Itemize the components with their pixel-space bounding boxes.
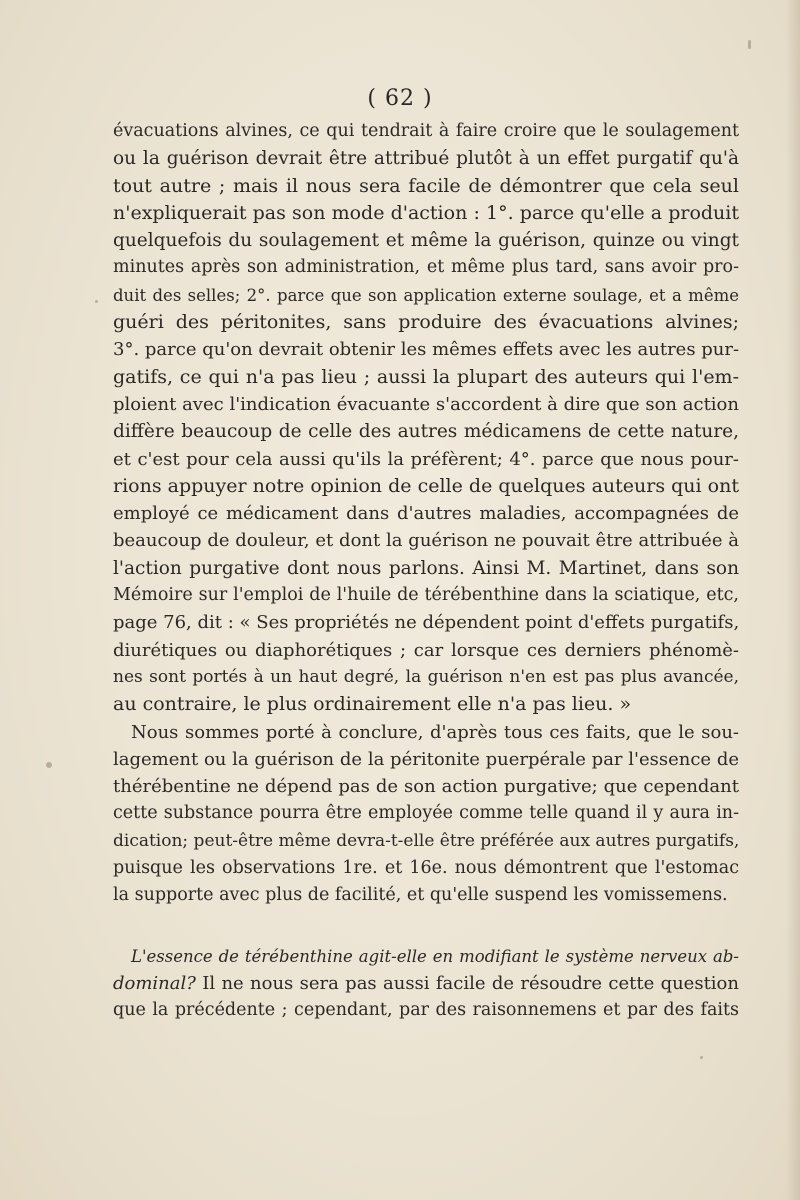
- text-line: diffère beaucoup de celle des autres médicamens de cette nature,: [113, 421, 739, 443]
- text-line: beaucoup de douleur, et dont la guérison ne pouvait être attribuée à: [113, 530, 739, 552]
- page-number: ( 62 ): [367, 86, 433, 111]
- text-line: et c'est pour cela aussi qu'ils la préfèrent; 4°. parce que nous pour-: [113, 448, 739, 470]
- paper-speck: [748, 40, 751, 49]
- text-line: Nous sommes porté à conclure, d'après tous ces faits, que le sou-: [131, 721, 739, 743]
- text-line: au contraire, le plus ordinairement elle n'a pas lieu. »: [113, 693, 632, 716]
- text-line: évacuations alvines, ce qui tendrait à faire croire que le soulagement: [113, 121, 739, 141]
- question-italic-end: dominal?: [113, 972, 196, 994]
- text-line: la supporte avec plus de facilité, et qu'elle suspend les vomissemens.: [113, 885, 728, 906]
- body-text: [113, 118, 739, 1025]
- text-line: guéri des péritonites, sans produire des évacuations alvines;: [113, 311, 739, 334]
- text-line: Mémoire sur l'emploi de l'huile de térébenthine dans la sciatique, etc,: [113, 585, 739, 606]
- text-line: diurétiques ou diaphorétiques ; car lorsque ces derniers phénomè-: [113, 639, 739, 661]
- text-line: employé ce médicament dans d'autres maladies, accompagnées de: [113, 503, 739, 525]
- text-line: l'action purgative dont nous parlons. Ainsi M. Martinet, dans son: [113, 557, 739, 579]
- text-line: thérébentine ne dépend pas de son action purgative; que cependant: [113, 776, 739, 798]
- text-line: lagement ou la guérison de la péritonite puerpérale par l'essence de: [113, 748, 739, 770]
- paper-speck: [46, 762, 52, 768]
- text-line: quelquefois du soulagement et même la guérison, quinze ou vingt: [113, 230, 739, 252]
- text-line: puisque les observations 1re. et 16e. nous démontrent que l'estomac: [113, 858, 739, 879]
- text-line: rions appuyer notre opinion de celle de quelques auteurs qui ont: [113, 474, 739, 497]
- text-line: page 76, dit : « Ses propriétés ne dépendent point d'effets purgatifs,: [113, 612, 739, 634]
- text-line: ploient avec l'indication évacuante s'accordent à dire que son action: [113, 393, 739, 415]
- page-edge-shadow: [786, 0, 800, 1200]
- paper-speck: [95, 300, 98, 303]
- text-line: [113, 970, 739, 997]
- text-line: n'expliquerait pas son mode d'action : 1°. parce qu'elle a produit: [113, 201, 739, 224]
- question-continuation: Il ne nous sera pas aussi facile de résoudre cette question: [195, 972, 739, 994]
- paragraph-gap: [113, 910, 739, 943]
- text-line-question: L'essence de térébenthine agit-elle en modifiant le système nerveux ab-: [131, 946, 739, 966]
- text-line: dication; peut-être même devra-t-elle être préférée aux autres purgatifs,: [113, 830, 739, 851]
- text-line: minutes après son administration, et même plus tard, sans avoir pro-: [113, 257, 739, 278]
- paper-speck: [700, 1056, 703, 1059]
- text-line: cette substance pourra être employée comme telle quand il y aura in-: [113, 803, 739, 824]
- text-line: duit des selles; 2°. parce que son application externe soulage, et a même: [113, 285, 739, 305]
- text-line: que la précédente ; cependant, par des raisonnemens et par des faits: [113, 1000, 739, 1021]
- text-line: ou la guérison devrait être attribué plutôt à un effet purgatif qu'à: [113, 148, 739, 170]
- text-line: 3°. parce qu'on devrait obtenir les mêmes effets avec les autres pur-: [113, 339, 739, 361]
- text-line: nes sont portés à un haut degré, la guérison n'en est pas plus avancée,: [113, 666, 739, 687]
- text-line: tout autre ; mais il nous sera facile de démontrer que cela seul: [113, 174, 739, 197]
- text-line: gatifs, ce qui n'a pas lieu ; aussi la plupart des auteurs qui l'em-: [113, 365, 739, 388]
